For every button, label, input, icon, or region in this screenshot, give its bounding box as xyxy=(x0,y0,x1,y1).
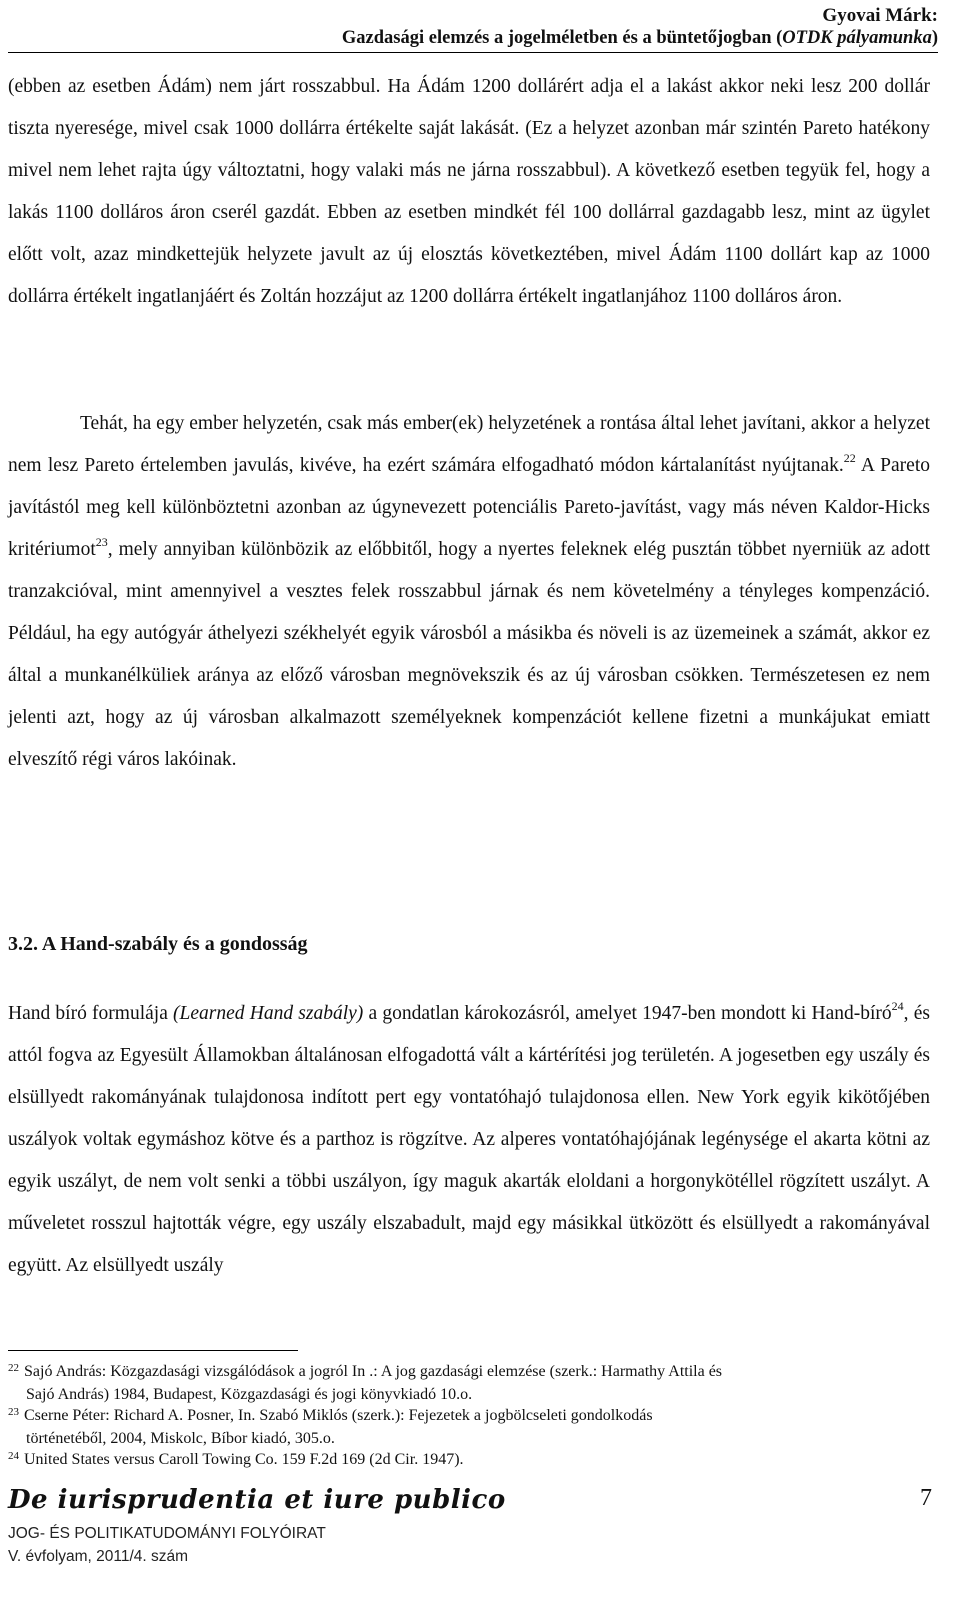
footnote-number: 23 xyxy=(8,1406,19,1418)
footnote-number: 24 xyxy=(8,1450,19,1462)
footnote-text-continued: történetéből, 2004, Miskolc, Bíbor kiadó, 305.o. xyxy=(26,1430,335,1447)
paragraph-3-part-c: , és attól fogva az Egyesült Államokban általánosan elfogadottá vált a kártérítési jog területén. A jogesetben egy uszály és elsüllyedt rakományának tulajdonosa indított pert egy vontatóhajó tulajdonosa ellen. New York egyik kikötőjében uszályok voltak egymáshoz kötve és a parthoz is rögzítve. Az alperes vontatóhajójának legénysége el akarta kötni az egyik uszályt, de nem volt senki a többi uszályon, így maguk akarták eloldani a horgonykötéllel rögzített uszályt. A műveletet rosszul hajtották végre, egy uszály elszabadult, majd egy másikkal ütközött és elsüllyedt a rakományával együtt. Az elsüllyedt uszály xyxy=(8,1003,930,1276)
paragraph-2-part-c: , mely annyiban különbözik az előbbitől, hogy a nyertes feleknek elég pusztán többet nyerniük az adott tranzakcióval, mint amennyivel a vesztes felek rosszabbul járnak és nem követelmény a tényleges kompenzáció. Például, ha egy autógyár áthelyezi székhelyét egyik városból a másikba és növeli is az üzemeinek a számát, akkor ez által a munkanélküliek aránya az előző városban megnövekszik és az új városban csökken. Természetesen ez nem jelenti azt, hogy az új városban alkalmazott személyeknek kompenzációt kellene fizetni a munkájukat emiatt elveszítő régi város lakóinak. xyxy=(8,539,930,770)
footnote-divider xyxy=(8,1350,298,1351)
header-subtitle-italic: OTDK pályamunka xyxy=(782,28,932,48)
header-author: Gyovai Márk: xyxy=(822,5,938,26)
footnote-text-continued: Sajó András) 1984, Budapest, Közgazdasági és jogi könyvkiadó 10.o. xyxy=(26,1386,473,1403)
header-divider xyxy=(8,52,938,53)
journal-subtitle: JOG- ÉS POLITIKATUDOMÁNYI FOLYÓIRAT xyxy=(8,1525,326,1542)
paragraph-2-part-a: Tehát, ha egy ember helyzetén, csak más ember(ek) helyzetének a rontása által lehet javítani, akkor a helyzet nem lesz Pareto értelemben javulás, kivéve, ha ezért számára elfogadható módon kártalanítást nyújtanak. xyxy=(8,413,930,476)
footnote-23 xyxy=(8,1405,930,1449)
footnote-ref-23[interactable]: 23 xyxy=(95,534,108,549)
paragraph-2-part-b: A Pareto javítástól meg kell különböztetni azonban az úgynevezett potenciális Pareto-javítást, vagy más néven Kaldor-Hicks kritériumot xyxy=(8,455,931,560)
footnote-text: United States versus Caroll Towing Co. 159 F.2d 169 (2d Cir. 1947). xyxy=(24,1451,464,1468)
journal-issue: V. évfolyam, 2011/4. szám xyxy=(8,1548,189,1565)
footnotes xyxy=(8,1361,930,1472)
paragraph-3-italic: (Learned Hand szabály) xyxy=(173,1003,364,1024)
paragraph-3 xyxy=(8,993,930,1287)
section-heading: 3.2. A Hand-szabály és a gondosság xyxy=(8,933,308,955)
footnote-text: Sajó András: Közgazdasági vizsgálódások a jogról In .: A jog gazdasági elemzése (szerk.: Harmathy Attila és xyxy=(24,1363,723,1380)
page-header xyxy=(342,4,938,50)
header-subtitle xyxy=(342,27,938,50)
paragraph-3-part-a: Hand bíró formulája xyxy=(8,1003,174,1024)
paragraph-2 xyxy=(8,403,930,781)
header-subtitle-main: Gazdasági elemzés a jogelméletben és a büntetőjogban ( xyxy=(341,28,783,48)
footnote-24 xyxy=(8,1449,930,1472)
footnote-22 xyxy=(8,1361,930,1405)
journal-title: De iurisprudentia et iure publico xyxy=(8,1485,506,1515)
footnote-text: Cserne Péter: Richard A. Posner, In. Szabó Miklós (szerk.): Fejezetek a jogbölcseleti gondolkodás xyxy=(24,1407,653,1424)
footnote-number: 22 xyxy=(8,1362,19,1374)
paragraph-1: (ebben az esetben Ádám) nem járt rosszabbul. Ha Ádám 1200 dollárért adja el a lakást akkor neki lesz 200 dollár tiszta nyeresége, mivel csak 1000 dollárra értékelte saját lakását. (Ez a helyzet azonban már szintén Pareto hatékony mivel nem lehet rajta úgy változtatni, hogy valaki más ne járna rosszabbul). A következő esetben tegyük fel, hogy a lakás 1100 dolláros áron cserél gazdát. Ebben az esetben mindkét fél 100 dollárral gazdagabb lesz, mint az ügylet előtt volt, azaz mindkettejük helyzete javult az új elosztás következtében, mivel Ádám 1100 dollárt kap az 1000 dollárra értékelt ingatlanjáért és Zoltán hozzájut az 1200 dollárra értékelt ingatlanjához 1100 dolláros áron. xyxy=(8,76,930,307)
page-number: 7 xyxy=(920,1485,932,1511)
footnote-ref-24[interactable]: 24 xyxy=(891,998,904,1013)
paragraph-3-part-b: a gondatlan károkozásról, amelyet 1947-ben mondott ki Hand-bíró xyxy=(363,1003,892,1024)
header-subtitle-end: ) xyxy=(931,28,938,48)
footnote-ref-22[interactable]: 22 xyxy=(843,450,856,465)
